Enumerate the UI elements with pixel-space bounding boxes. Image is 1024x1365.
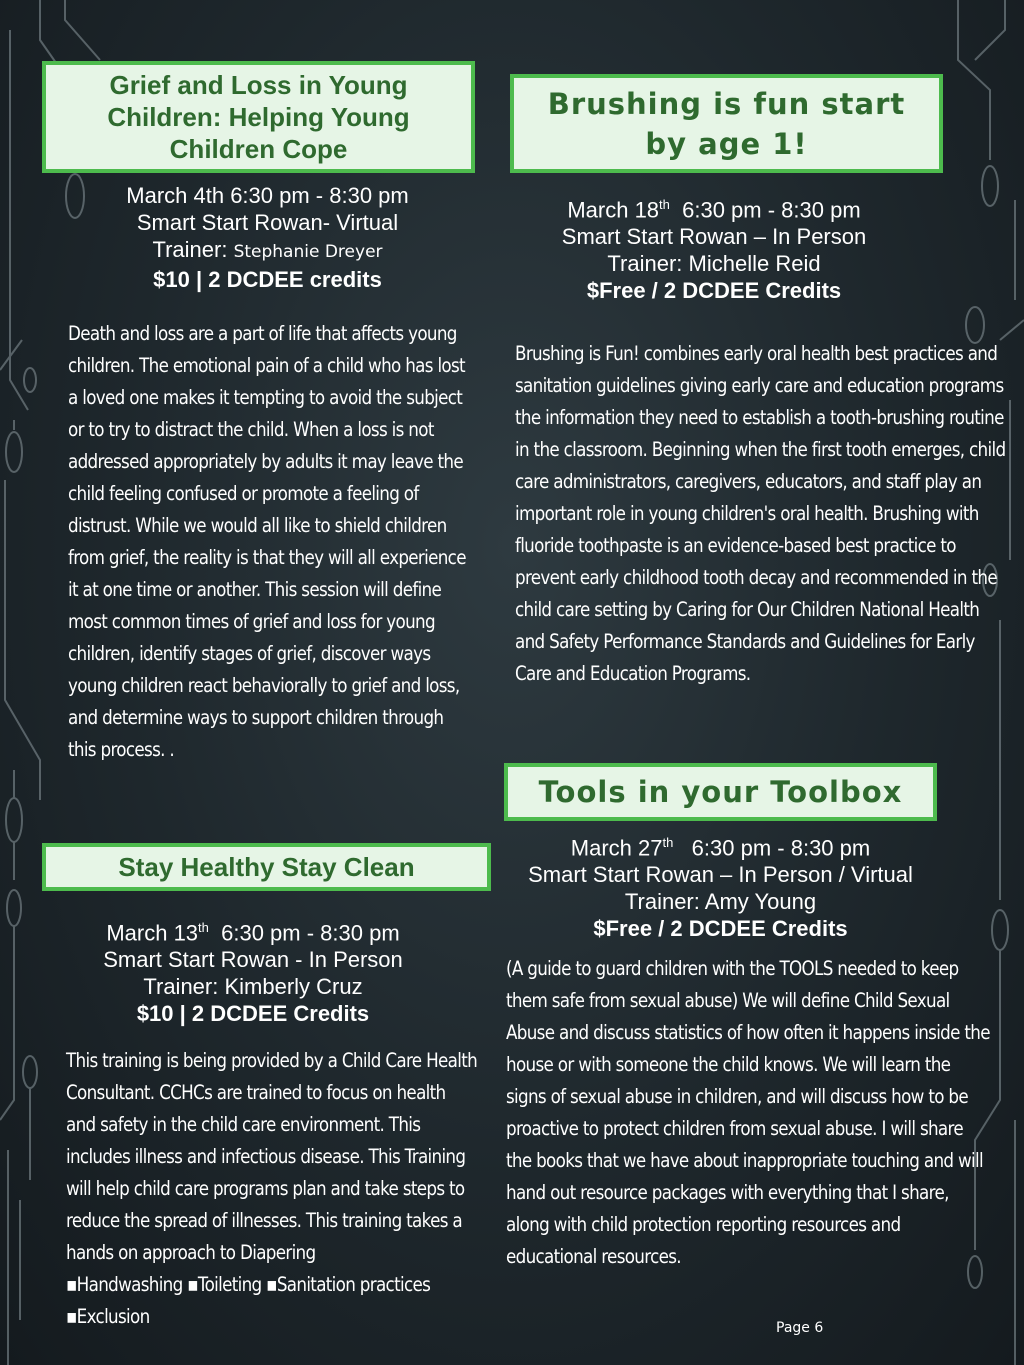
healthy-trainer: Trainer: Kimberly Cruz [143,974,363,1000]
healthy-date-time: 6:30 pm - 8:30 pm [208,920,400,946]
healthy-bullet-1: ▪Handwashing [66,1273,183,1296]
toolbox-cost: $Free / 2 DCDEE Credits [593,916,848,942]
healthy-bullet-3: ▪Sanitation practices [266,1273,431,1296]
brushing-title: Brushing is fun start by age 1! [547,86,906,161]
toolbox-title-box [504,763,937,821]
toolbox-date [504,829,937,861]
grief-title-box [42,61,475,173]
grief-cost: $10 | 2 DCDEE credits [153,267,382,292]
grief-trainer-name: Stephanie Dreyer [233,242,383,262]
healthy-description-text: This training is being provided by a Child Care Health Consultant. CCHCs are trained to focus on health and safety in the child care environment. This includes illness and infectious disease. This Training will help child care programs plan and take steps to reduce the spread of illnesses. This training takes a hands on approach to Diapering [66,1049,478,1264]
healthy-title-box [42,843,491,891]
healthy-description [66,1045,477,1333]
healthy-title: Stay Healthy Stay Clean [118,852,415,882]
grief-location: Smart Start Rowan- Virtual [136,210,399,235]
brushing-cost: $Free / 2 DCDEE Credits [586,278,842,304]
brushing-description: Brushing is Fun! combines early oral health best practices and sanitation guidelines giving early care and education programs the information they need to establish a tooth-brushing routine in the classroom. Beginning when the first tooth emerges, child care administrators, caregivers, educators, and staff play an important role in young children's oral health. Brushing with fluoride toothpaste is an evidence-based best practice to prevent early childhood tooth decay and recommended in the child care setting by Caring for Our Children National Health and Safety Performance Standards and Guidelines for Early Care and Education Programs. [515,342,1006,685]
brushing-date-suffix: th [659,197,670,212]
brushing-location: Smart Start Rowan – In Person [561,224,867,250]
toolbox-trainer: Trainer: Amy Young [624,889,817,915]
toolbox-location: Smart Start Rowan – In Person / Virtual [528,862,913,888]
toolbox-title: Tools in your Toolbox [538,775,903,809]
brushing-info [510,191,918,304]
grief-trainer-label: Trainer: [152,237,234,262]
grief-trainer [60,236,475,266]
toolbox-description: (A guide to guard children with the TOOLS needed to keep them safe from sexual abuse) We will define Child Sexual Abuse and discuss statistics of how often it happens inside the house or with someone the child knows. We will learn the signs of sexual abuse in children, and will discuss how to be proactive to protect children from sexual abuse. I will share the books that we have about inappropriate touching and will hand out resource packages with everything that I share, along with child protection reporting resources and educational resources. [506,957,990,1268]
toolbox-info [504,829,937,942]
grief-date: March 4th 6:30 pm - 8:30 pm [126,183,409,208]
brushing-title-box [510,74,943,173]
healthy-date-suffix: th [198,920,209,935]
grief-description: Death and loss are a part of life that affects young children. The emotional pain of a child who has lost a loved one makes it tempting to avoid the subject or to try to distract the child. When a loss is not addressed appropriately by adults it may leave the child feeling confused or promote a feeling of distrust. While we would all like to shield children from grief, the reality is that they will all experience it at one time or another. This session will define most common times of grief and loss for young children, identify stages of grief, discover ways young children react behaviorally to grief and loss, and determine ways to support children through this process. . [68,322,466,761]
brushing-date-day: March 18 [567,197,660,223]
brushing-date-time: 6:30 pm - 8:30 pm [669,197,861,223]
brushing-date [510,191,918,223]
healthy-date-day: March 13 [106,920,199,946]
healthy-location: Smart Start Rowan - In Person [103,947,403,973]
toolbox-date-day: March 27 [570,835,663,861]
healthy-bullet-2: ▪Toileting [187,1273,262,1296]
healthy-info [42,914,464,1027]
grief-title: Grief and Loss in Young Children: Helping Young Children Cope [107,70,410,164]
brushing-trainer: Trainer: Michelle Reid [607,251,821,277]
healthy-bullet-4: ▪Exclusion [66,1305,150,1328]
toolbox-date-suffix: th [662,835,674,850]
healthy-date [42,914,464,946]
healthy-cost: $10 | 2 DCDEE Credits [136,1001,370,1027]
page-number: Page 6 [776,1320,824,1336]
toolbox-date-time: 6:30 pm - 8:30 pm [673,835,871,861]
grief-info [60,182,475,293]
